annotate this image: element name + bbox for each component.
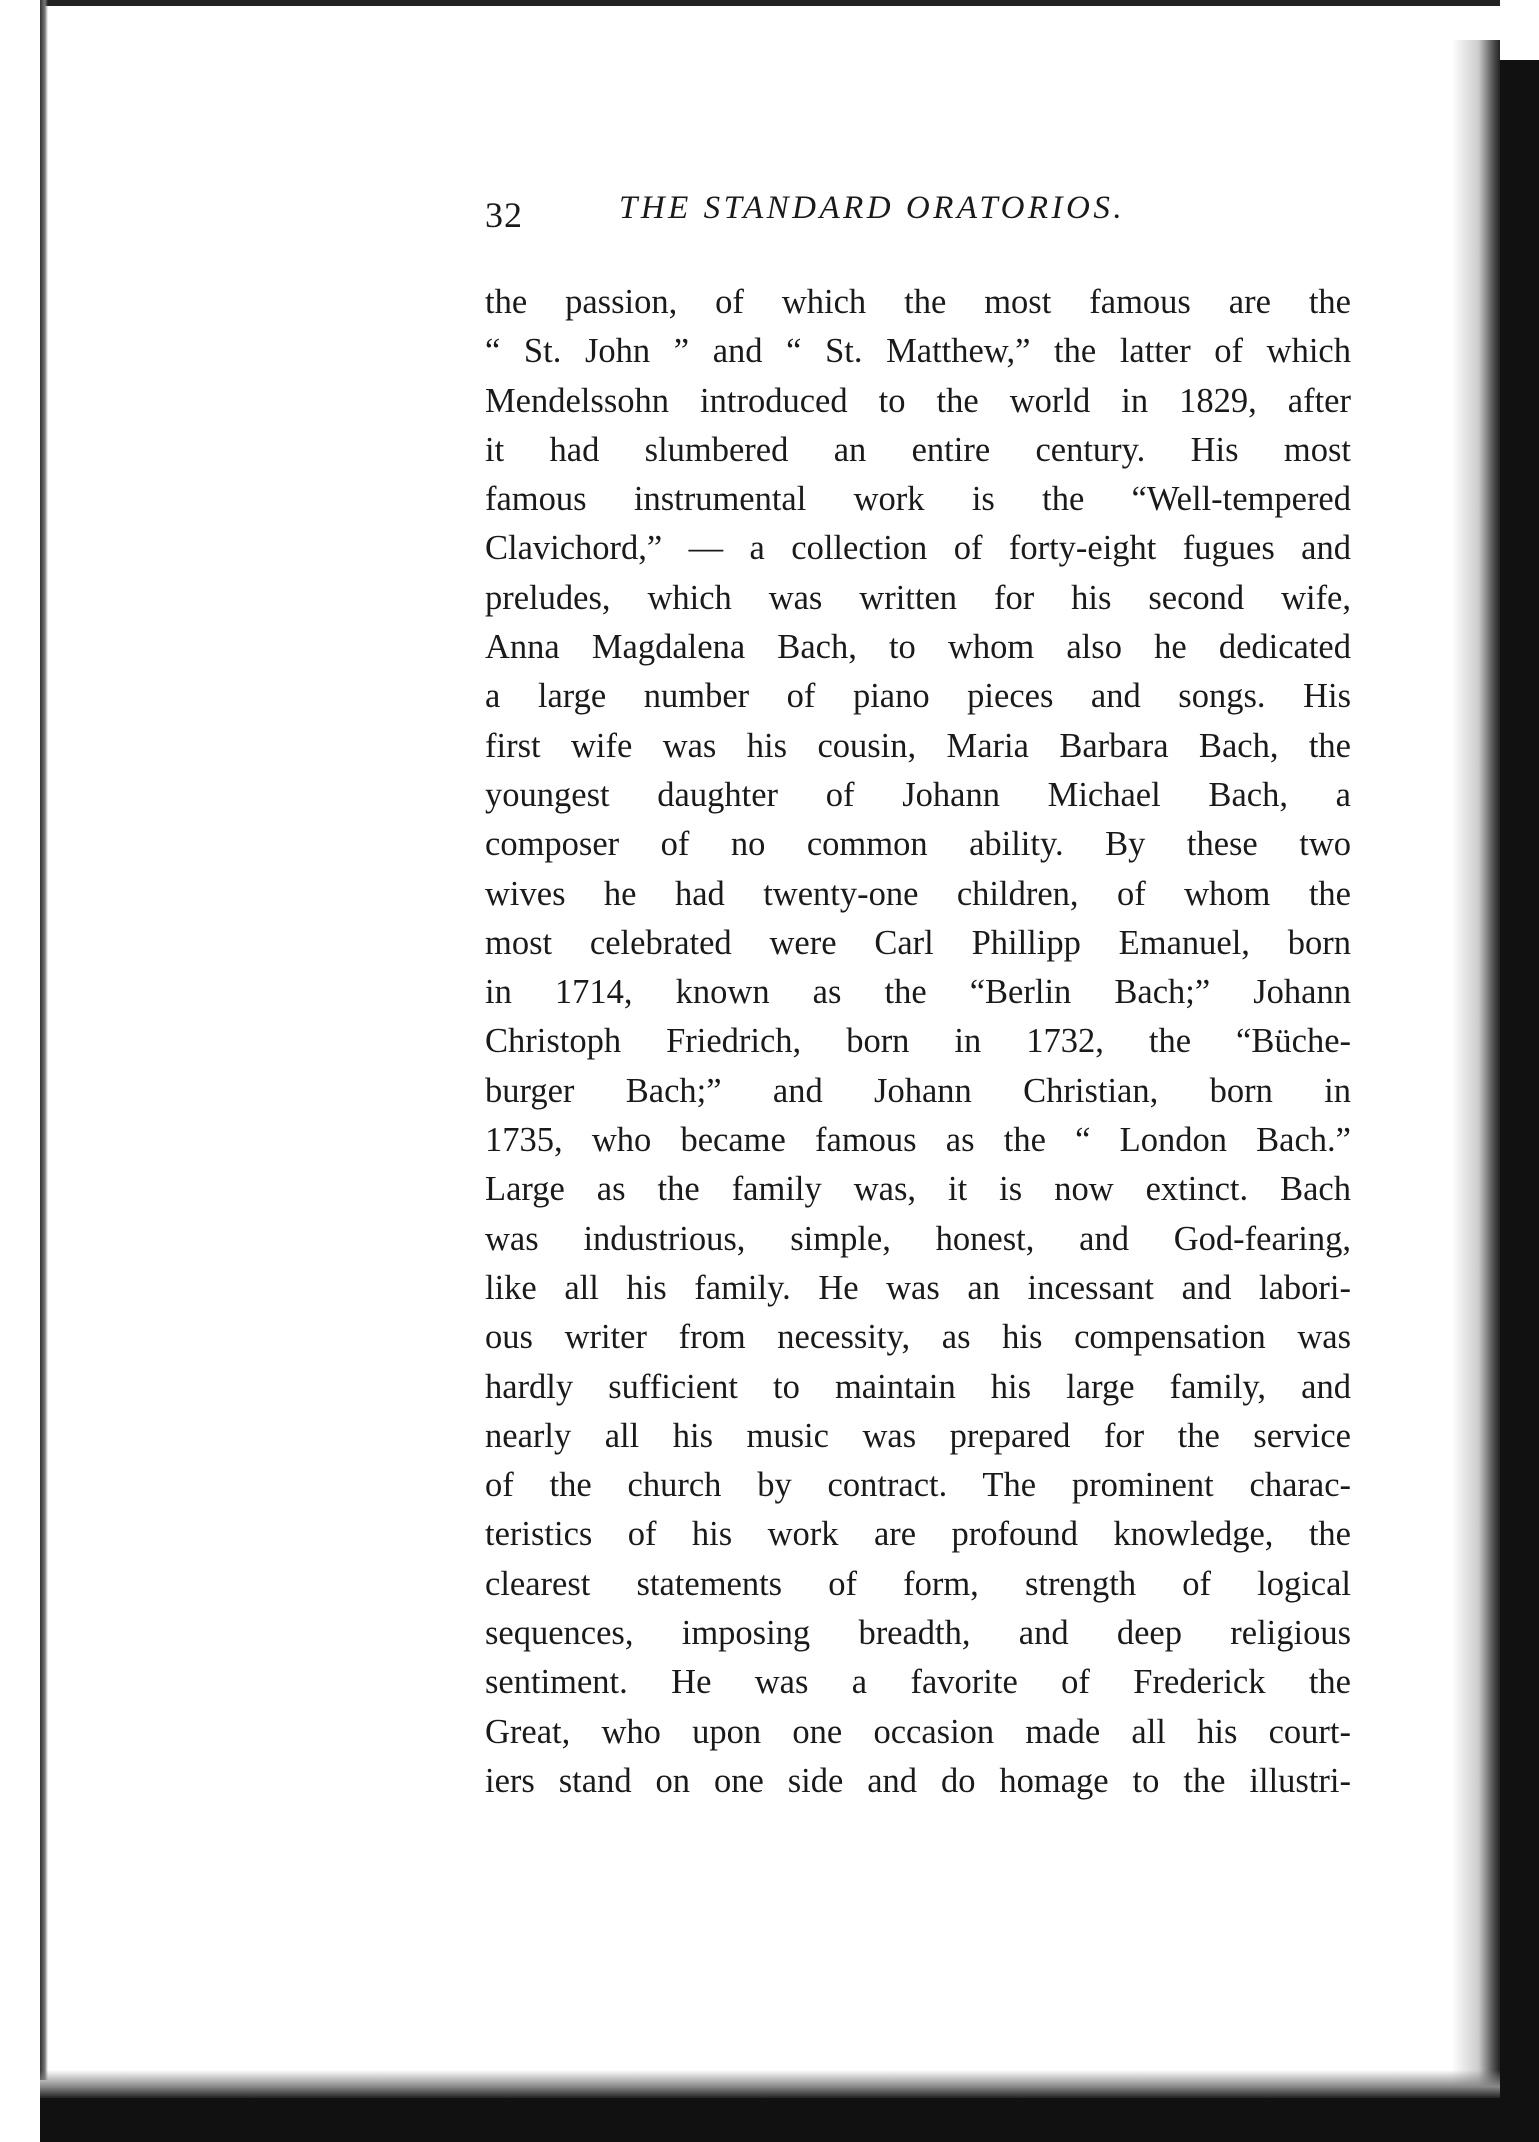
text-line: in 1714, known as the “Berlin Bach;” Johann (485, 973, 1351, 1012)
text-line: of the church by contract. The prominent charac- (485, 1466, 1351, 1505)
text-line: 1735, who became famous as the “ London Bach.” (485, 1121, 1351, 1160)
text-line: Anna Magdalena Bach, to whom also he dedicated (485, 628, 1351, 667)
text-line: sequences, imposing breadth, and deep religious (485, 1614, 1351, 1653)
text-line: teristics of his work are profound knowledge, the (485, 1515, 1351, 1554)
text-line: first wife was his cousin, Maria Barbara Bach, the (485, 726, 1351, 765)
text-line: composer of no common ability. By these two (485, 825, 1351, 864)
page-header (485, 188, 1351, 238)
body-text (485, 278, 1351, 1806)
text-line: ous writer from necessity, as his compensation was (485, 1318, 1351, 1357)
page-margin-left (0, 0, 40, 2142)
text-line: the passion, of which the most famous are the (485, 283, 1351, 321)
text-line: famous instrumental work is the “Well-tempered (485, 480, 1351, 519)
text-line: like all his family. He was an incessant and labori- (485, 1268, 1351, 1307)
running-title: THE STANDARD ORATORIOS. (619, 190, 1126, 226)
text-line: “ St. John ” and “ St. Matthew,” the latter of which (485, 332, 1351, 371)
text-line: nearly all his music was prepared for the service (485, 1416, 1351, 1455)
text-line: most celebrated were Carl Phillipp Emanuel, born (485, 923, 1351, 962)
text-line: preludes, which was written for his second wife, (485, 578, 1351, 617)
text-line: a large number of piano pieces and songs. His (485, 677, 1351, 716)
text-line: Mendelssohn introduced to the world in 1829, after (485, 381, 1351, 420)
text-line: burger Bach;” and Johann Christian, born in (485, 1071, 1351, 1110)
text-line: it had slumbered an entire century. His most (485, 430, 1351, 469)
text-line: iers stand on one side and do homage to the illustri- (485, 1761, 1351, 1800)
text-line: Clavichord,” — a collection of forty-eight fugues and (485, 529, 1351, 568)
page-edge-left (40, 0, 48, 2080)
text-line: hardly sufficient to maintain his large family, and (485, 1367, 1351, 1406)
text-line: Large as the family was, it is now extinct. Bach (485, 1170, 1351, 1209)
text-line: Christoph Friedrich, born in 1732, the “Büche- (485, 1022, 1351, 1061)
text-line: clearest statements of form, strength of logical (485, 1564, 1351, 1603)
page-edge-right (1500, 60, 1539, 2142)
page-number: 32 (485, 195, 523, 235)
page-edge-bottom (40, 2098, 1539, 2142)
text-line: was industrious, simple, honest, and God-fearing, (485, 1219, 1351, 1258)
text-line: Great, who upon one occasion made all his court- (485, 1712, 1351, 1751)
page-edge-top (40, 0, 1500, 6)
text-line: youngest daughter of Johann Michael Bach, a (485, 775, 1351, 814)
page-edge-right-shadow (1452, 40, 1500, 2090)
text-line: sentiment. He was a favorite of Frederick the (485, 1663, 1351, 1702)
text-line: wives he had twenty-one children, of whom the (485, 874, 1351, 913)
page-edge-bottom-shadow (40, 2070, 1500, 2098)
